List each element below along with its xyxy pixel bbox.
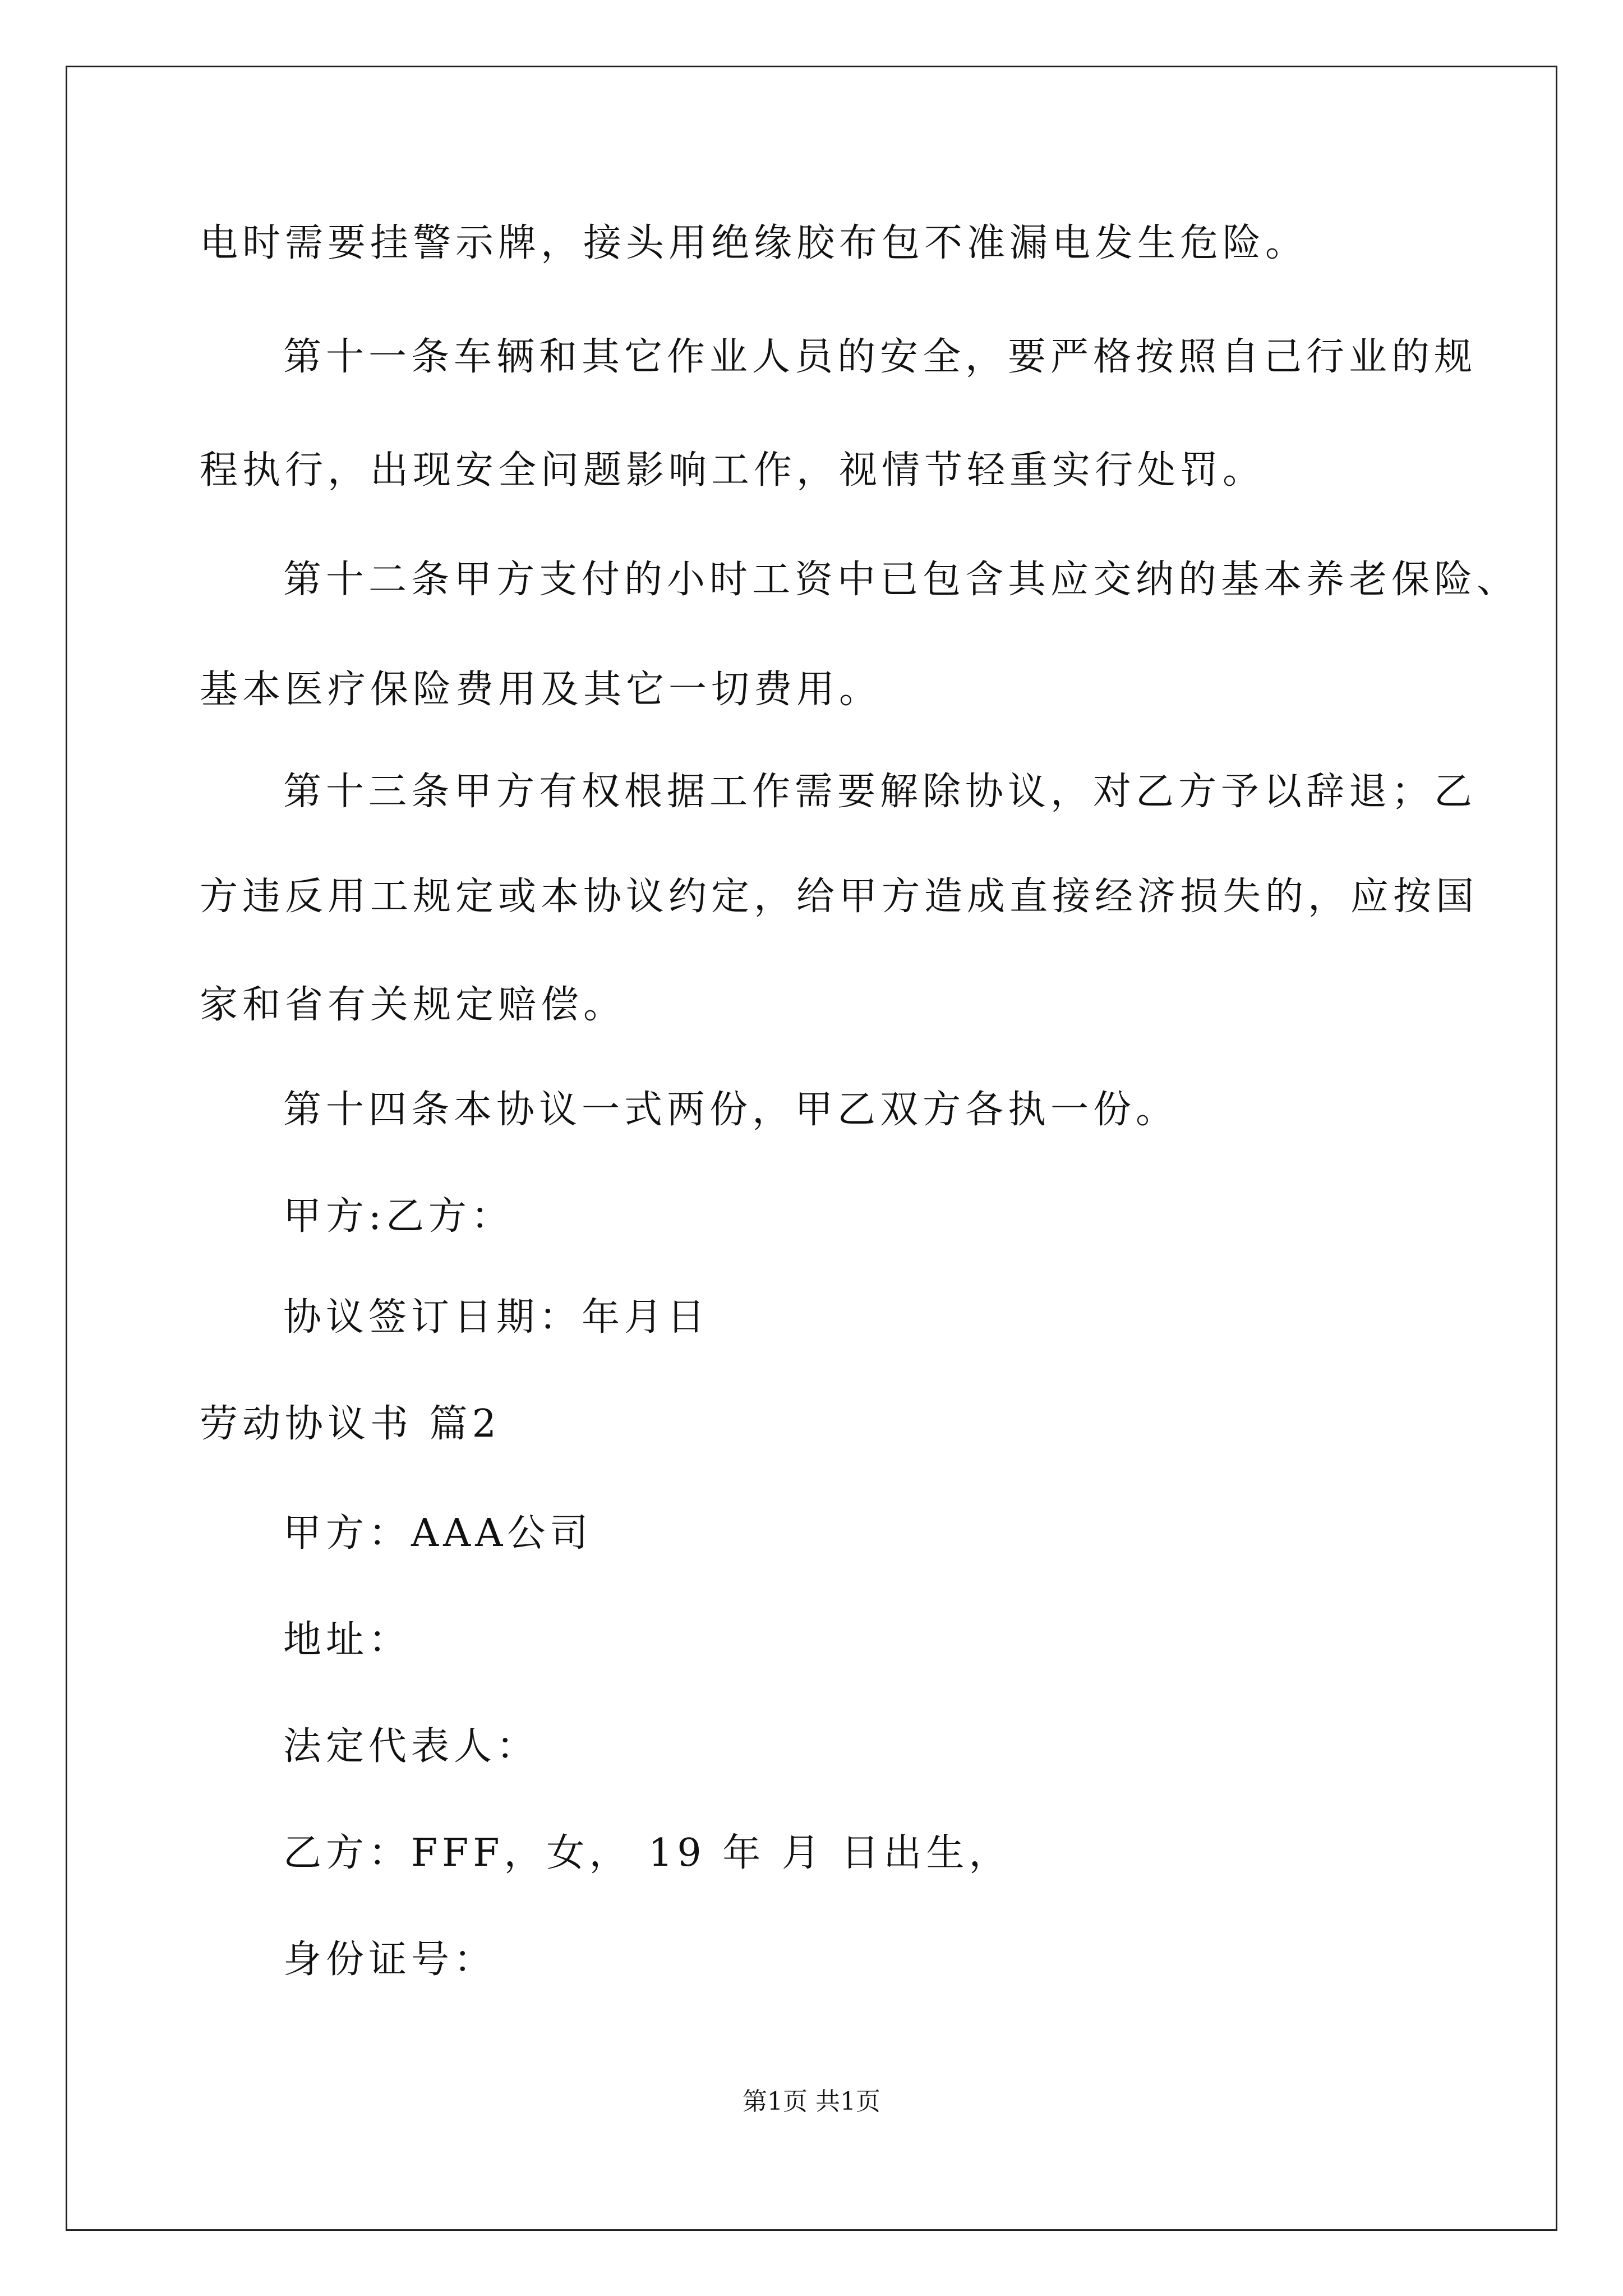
paragraph-line: 甲方：AAA公司 <box>283 1511 593 1556</box>
paragraph-line: 第十二条甲方支付的小时工资中已包含其应交纳的基本养老保险、 <box>283 558 1520 602</box>
paragraph-line: 甲方:乙方： <box>283 1194 514 1239</box>
paragraph-line: 乙方：FFF，女， 19 年 月 日出生， <box>283 1831 1012 1875</box>
paragraph-line: 方违反用工规定或本协议约定，给甲方造成直接经济损失的，应按国 <box>200 875 1479 919</box>
paragraph-line: 程执行，出现安全问题影响工作，视情节轻重实行处罚。 <box>200 448 1266 493</box>
paragraph-line: 第十一条车辆和其它作业人员的安全，要严格按照自己行业的规 <box>283 335 1477 379</box>
page-border <box>66 66 1557 2231</box>
paragraph-line: 协议签订日期：年月日 <box>283 1295 710 1340</box>
paragraph-line: 家和省有关规定赔偿。 <box>200 983 626 1027</box>
paragraph-line: 电时需要挂警示牌，接头用绝缘胶布包不准漏电发生危险。 <box>200 221 1308 265</box>
paragraph-line: 法定代表人： <box>283 1724 540 1769</box>
paragraph-line: 地址： <box>283 1618 412 1662</box>
paragraph-line: 身份证号： <box>283 1938 497 1982</box>
paragraph-line: 第十三条甲方有权根据工作需要解除协议，对乙方予以辞退；乙 <box>283 770 1477 814</box>
section-heading: 劳动协议书 篇2 <box>200 1402 501 1446</box>
paragraph-line: 基本医疗保险费用及其它一切费用。 <box>200 668 882 712</box>
paragraph-line: 第十四条本协议一式两份，甲乙双方各执一份。 <box>283 1088 1179 1132</box>
page-footer: 第1页 共1页 <box>743 2087 880 2116</box>
